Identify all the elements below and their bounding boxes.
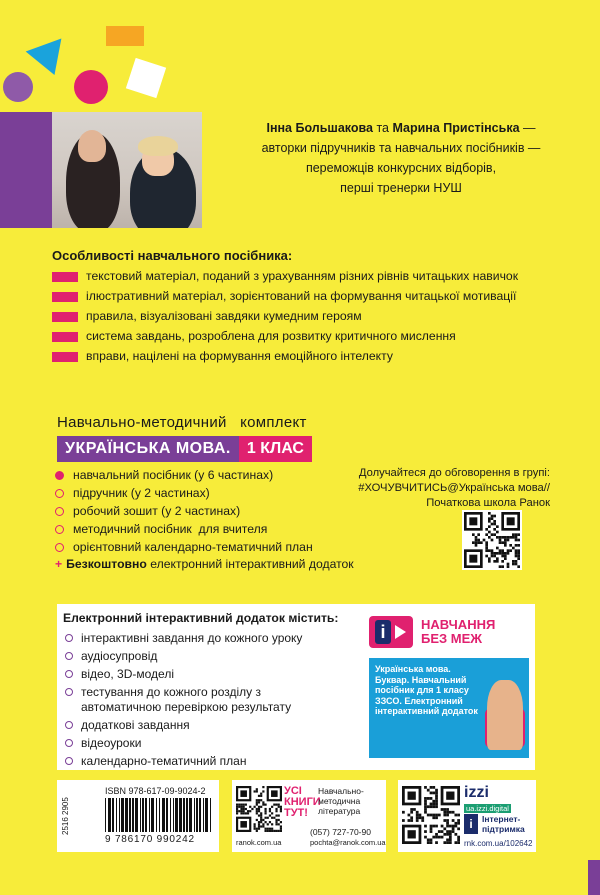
plus-icon: + xyxy=(55,557,63,571)
circle-outline-icon xyxy=(65,670,73,678)
feature-text: система завдань, розроблена для розвитку критичного мислення xyxy=(86,329,456,343)
features-section xyxy=(52,248,592,369)
kit-extra-rest: електронний інтерактивний додаток xyxy=(146,557,354,571)
e-addon-text: тестування до кожного розділу з автоматичною перевіркою результату xyxy=(81,685,292,714)
circle-outline-icon xyxy=(65,634,73,642)
bio-line-4: перші тренерки НУШ xyxy=(340,181,462,195)
pink-bullet-mark xyxy=(52,312,78,322)
promo-slogan-2: БЕЗ МЕЖ xyxy=(421,631,483,646)
pink-circle-shape xyxy=(74,70,108,104)
e-addon-text: додаткові завдання xyxy=(81,718,190,732)
circle-outline-icon xyxy=(65,721,73,729)
support-2: підтримка xyxy=(482,824,525,834)
e-addon-text: відеоуроки xyxy=(81,736,142,750)
literature-2: методична xyxy=(318,796,361,806)
feature-text: текстовий матеріал, поданий з урахуванням різних рівнів читацьких навичок xyxy=(86,269,519,283)
support-1: Інтернет- xyxy=(482,814,521,824)
shop-qr-code[interactable] xyxy=(234,784,284,834)
bio-line-2: авторки підручників та навчальних посібників — xyxy=(261,141,541,155)
join-line-2: #ХОЧУВЧИТИСЬ@Українська мова// xyxy=(358,482,550,494)
support-url: rnk.com.ua/102642 xyxy=(464,839,533,848)
shop-site: ranok.com.ua xyxy=(236,838,282,847)
blue-triangle-shape xyxy=(26,38,73,81)
isbn-label: ISBN 978-617-09-9024-2 xyxy=(105,786,206,796)
feature-text: правила, візуалізовані завдяки кумедним героям xyxy=(86,309,362,323)
promo-slogan xyxy=(421,618,495,646)
e-addon-title: Електронний інтерактивний додаток містить: xyxy=(63,611,339,625)
child-illustration xyxy=(487,680,523,750)
circle-outline-icon xyxy=(65,739,73,747)
isbn-vertical-code: 2516 2905 xyxy=(61,797,70,835)
play-icon xyxy=(395,625,406,639)
e-addon-item xyxy=(65,649,365,664)
kit-item xyxy=(55,504,355,519)
e-addon-list xyxy=(65,631,365,772)
e-addon-box xyxy=(57,604,535,770)
join-group-text xyxy=(318,466,550,511)
isbn-number: 9 786170 990242 xyxy=(105,834,195,845)
circle-outline-icon xyxy=(65,757,73,765)
authors-bio xyxy=(216,118,586,198)
feature-text: вправи, націлені на формування емоційного інтелекту xyxy=(86,349,393,363)
all-books-2: КНИГИ xyxy=(284,796,321,808)
izzi-url: ua.izzi.digital xyxy=(466,804,509,813)
group-qr-code[interactable] xyxy=(462,510,522,570)
kit-banner xyxy=(57,436,312,462)
promo-card-text: Українська мова. Буквар. Навчальний посібник для 1 класу ЗЗСО. Електронний інтерактивний додаток xyxy=(375,664,478,716)
bio-line-3: переможців конкурсних відборів, xyxy=(305,161,497,175)
pink-bullet-mark xyxy=(52,352,78,362)
promo-panel xyxy=(369,612,529,762)
all-books-3: ТУТ! xyxy=(284,807,308,819)
kit-item xyxy=(55,540,355,555)
isbn-box xyxy=(57,780,219,852)
kit-item-text: методичний посібник для вчителя xyxy=(73,522,268,536)
feature-text: ілюстративний матеріал, зорієнтований на формування читацької мотивації xyxy=(86,289,517,303)
kit-item-text: робочий зошит (у 2 частинах) xyxy=(73,504,241,518)
e-addon-item xyxy=(65,754,365,769)
e-addon-text: аудіосупровід xyxy=(81,649,158,663)
purple-circle-shape xyxy=(3,72,33,102)
info-icon: i xyxy=(464,814,478,834)
kit-subject: УКРАЇНСЬКА МОВА. xyxy=(57,436,239,462)
promo-slogan-1: НАВЧАННЯ xyxy=(421,617,496,632)
kit-class: 1 КЛАС xyxy=(239,436,312,462)
author-conj: та xyxy=(372,121,393,135)
pink-bullet-mark xyxy=(52,332,78,342)
shop-phone: (057) 727-70-90 xyxy=(310,827,371,837)
kit-item-text: підручник (у 2 частинах) xyxy=(73,486,210,500)
kit-extra xyxy=(55,557,354,571)
izzi-brand: izzi xyxy=(464,784,489,801)
kit-item-text: орієнтовний календарно-тематичний план xyxy=(73,540,313,554)
izzi-box xyxy=(398,780,536,852)
circle-outline-icon xyxy=(55,543,64,552)
e-addon-item xyxy=(65,736,365,751)
orange-rect-shape xyxy=(106,26,144,46)
filled-circle-icon xyxy=(55,471,64,480)
feature-item xyxy=(52,349,592,364)
join-line-3: Початкова школа Ранок xyxy=(426,497,550,509)
e-addon-text: відео, 3D-моделі xyxy=(81,667,174,681)
pink-bullet-mark xyxy=(52,292,78,302)
promo-head xyxy=(369,612,529,652)
e-addon-text: календарно-тематичний план xyxy=(81,754,247,768)
feature-item xyxy=(52,269,592,284)
all-books-1: УСІ xyxy=(284,785,302,797)
author-right-hair xyxy=(138,136,178,156)
e-addon-text: інтерактивні завдання до кожного уроку xyxy=(81,631,303,645)
feature-item xyxy=(52,309,592,324)
features-title: Особливості навчального посібника: xyxy=(52,248,293,263)
circle-outline-icon xyxy=(65,688,73,696)
internet-support xyxy=(482,814,525,834)
kit-item xyxy=(55,468,355,483)
i-letter-icon: i xyxy=(375,620,391,644)
circle-outline-icon xyxy=(55,525,64,534)
author-left-face xyxy=(78,130,106,162)
izzi-play-logo-icon xyxy=(369,616,413,648)
promo-card xyxy=(369,658,529,758)
circle-outline-icon xyxy=(55,507,64,516)
circle-outline-icon xyxy=(55,489,64,498)
white-diamond-shape xyxy=(126,58,166,98)
kit-item xyxy=(55,522,355,537)
all-books-here xyxy=(284,786,321,819)
purple-corner-stripe xyxy=(588,860,600,895)
kit-item xyxy=(55,486,355,501)
author-name-1: Інна Большакова xyxy=(266,121,373,135)
shop-email: pochta@ranok.com.ua xyxy=(310,838,386,847)
kit-list xyxy=(55,468,355,558)
kit-extra-bold: Безкоштовно xyxy=(66,557,147,571)
literature-label xyxy=(318,786,364,816)
e-addon-item xyxy=(65,718,365,733)
e-addon-item xyxy=(65,631,365,646)
barcode-icon xyxy=(105,798,213,832)
author-name-2: Марина Пристінська xyxy=(392,121,520,135)
authors-photo xyxy=(52,112,202,228)
kit-item-text: навчальний посібник (у 6 частинах) xyxy=(73,468,274,482)
pink-bullet-mark xyxy=(52,272,78,282)
shop-box xyxy=(232,780,386,852)
circle-outline-icon xyxy=(65,652,73,660)
e-addon-item xyxy=(65,667,365,682)
e-addon-item xyxy=(65,685,335,715)
feature-item xyxy=(52,289,592,304)
purple-side-bar xyxy=(0,112,52,228)
join-line-1: Долучайтеся до обговорення в групі: xyxy=(358,467,550,479)
izzi-qr-code[interactable] xyxy=(400,784,462,846)
feature-item xyxy=(52,329,592,344)
bio-dash: — xyxy=(519,121,536,135)
literature-3: література xyxy=(318,806,361,816)
kit-title: Навчально-методичний комплект xyxy=(57,414,307,431)
literature-1: Навчально- xyxy=(318,786,364,796)
